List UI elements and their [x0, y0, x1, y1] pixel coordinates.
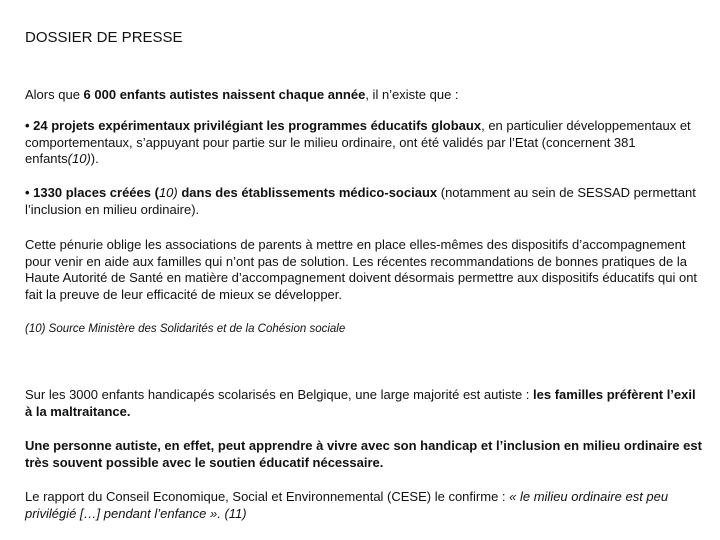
bullet-projects-bold: • 24 projets expérimentaux privilégiant les programmes éducatifs globaux	[25, 118, 482, 133]
document-title: DOSSIER DE PRESSE	[25, 29, 183, 46]
cese-quote: « le milieu ordinaire est peu privilégié […] pendant l’enfance ». (11)	[25, 489, 669, 521]
intro-paragraph	[25, 87, 705, 104]
intro-bold: 6 000 enfants autistes naissent chaque année	[83, 87, 366, 102]
cese-text: Le rapport du Conseil Economique, Social et Environnemental (CESE) le confirme :	[25, 489, 510, 504]
bullet-projects-end: ).	[90, 151, 99, 166]
intro-before: Alors que	[25, 87, 84, 102]
footnote-ref-10b: 10)	[158, 185, 178, 200]
bullet-places-text: (notamment au sein de SESSAD permettant l’inclusion en milieu ordinaire).	[25, 185, 696, 217]
belgium-paragraph	[25, 387, 705, 420]
belgium-text: Sur les 3000 enfants handicapés scolarisés en Belgique, une large majorité est autiste :	[25, 387, 534, 402]
bullet-projects	[25, 118, 705, 168]
bullet-projects-text: , en particulier développementaux et comportementaux, s’appuyant pour partie sur le milieu ordinaire, ont été validés par l’Etat (concernent 381 enfants	[25, 118, 691, 166]
footnote: (10) Source Ministère des Solidarités et de la Cohésion sociale	[25, 323, 346, 335]
bullet-places	[25, 185, 705, 218]
inclusion-paragraph	[25, 438, 705, 471]
belgium-bold: les familles préfèrent l’exil à la maltraitance.	[25, 387, 696, 419]
cese-paragraph	[25, 489, 705, 522]
shortage-paragraph: Cette pénurie oblige les associations de parents à mettre en place elles-mêmes des dispositifs d’accompagnement pour venir en aide aux familles qui n’ont pas de solution. Les récentes recommandations de bonnes pratiques de la Haute Autorité de Santé en matière d’accompagnement doivent désormais permettre aux dispositifs éducatifs qui ont fait la preuve de leur efficacité de mieux se développer.	[25, 237, 698, 302]
intro-after: , il n’existe que :	[365, 87, 459, 102]
bullet-places-bold: • 1330 places créées (	[25, 185, 159, 200]
inclusion-bold: Une personne autiste, en effet, peut apprendre à vivre avec son handicap et l’inclusion en milieu ordinaire est très souvent possible avec le soutien éducatif nécessaire.	[25, 438, 702, 470]
bullet-places-bold2: dans des établissements médico-sociaux	[177, 185, 438, 200]
footnote-ref-10: (10)	[67, 151, 91, 166]
